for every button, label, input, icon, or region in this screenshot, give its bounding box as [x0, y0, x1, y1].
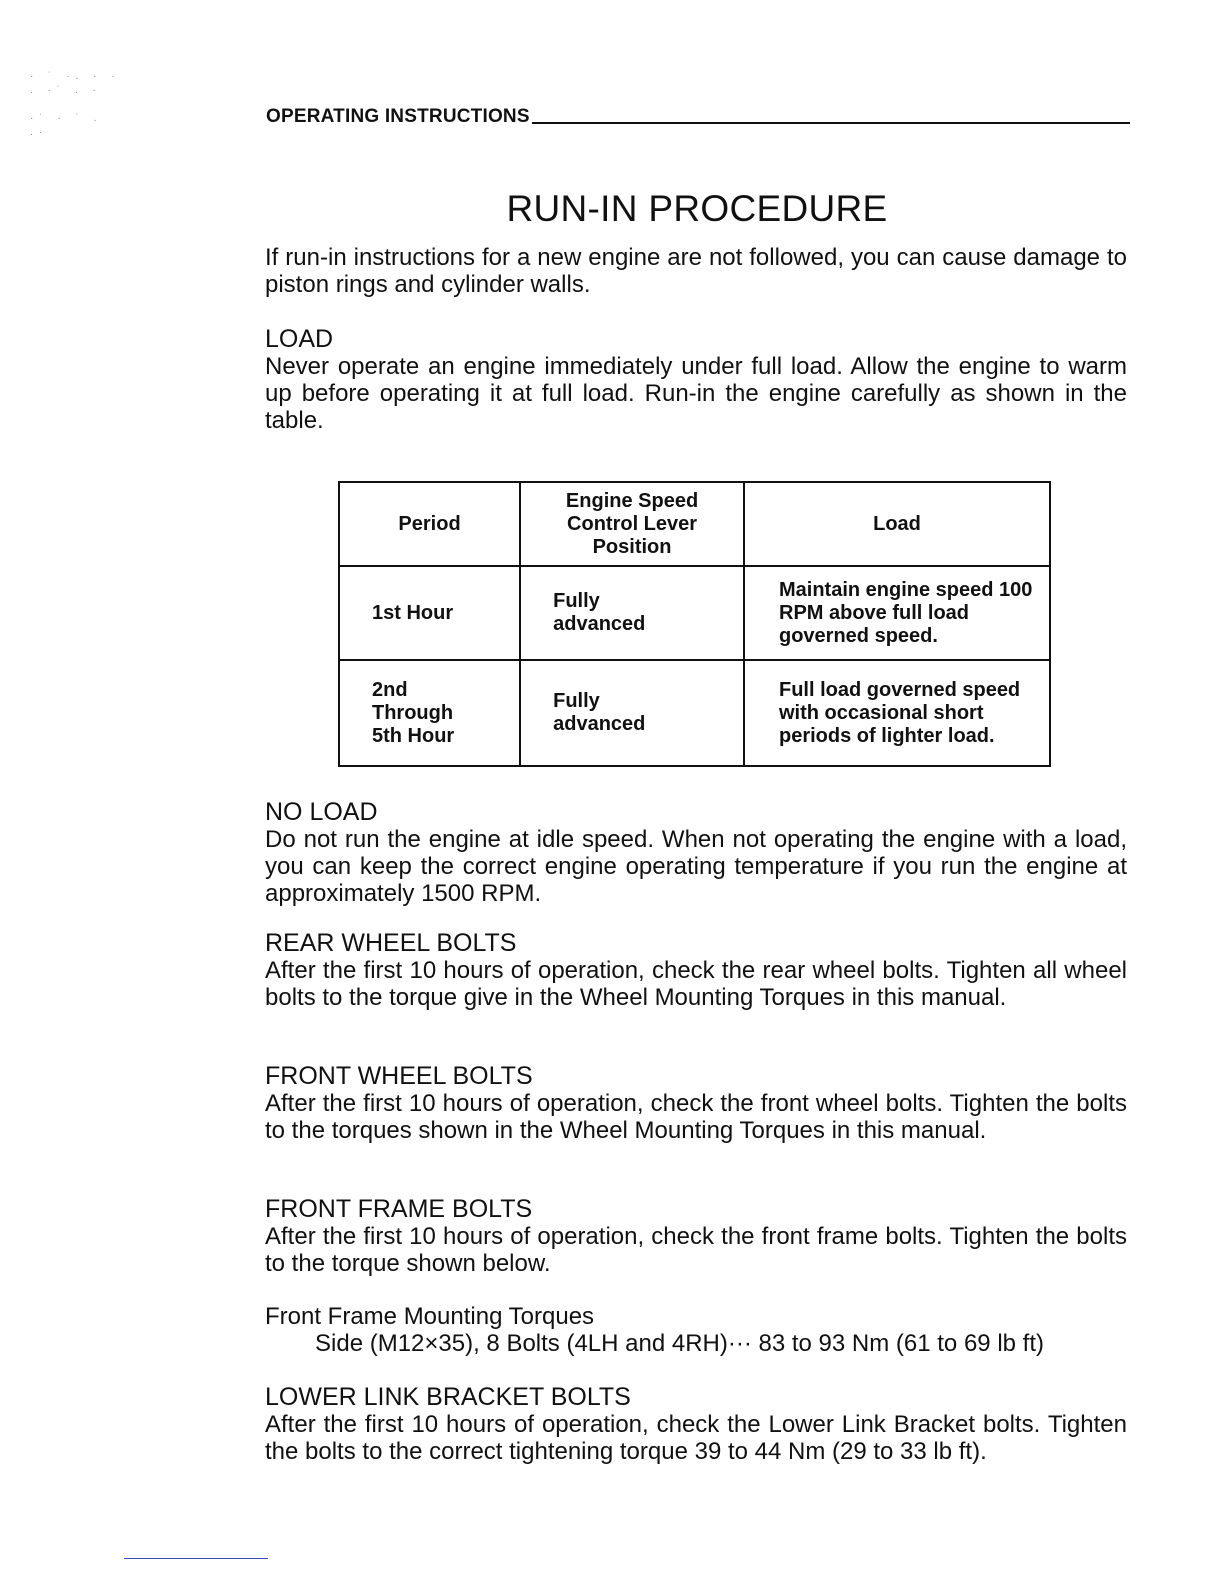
no-load-section [265, 799, 1127, 907]
rear-wheel-body: After the first 10 hours of operation, check the rear wheel bolts. Tighten all wheel bolts to the torque give in the Wheel Mounting Torques in this manual. [265, 957, 1127, 1011]
load-section [265, 326, 1127, 434]
lower-link-body: After the first 10 hours of operation, check the Lower Link Bracket bolts. Tighten the bolts to the correct tightening torque 39 to 44 Nm (29 to 33 lb ft). [265, 1411, 1127, 1465]
runin-table [338, 481, 1051, 767]
load-cell: Maintain engine speed 100 RPM above full load governed speed. [744, 566, 1050, 660]
intro-paragraph [265, 244, 1127, 298]
page-title [0, 188, 1224, 230]
period-cell: 2nd Through 5th Hour [339, 660, 520, 766]
period-cell: 1st Hour [339, 566, 520, 660]
section-label: OPERATING INSTRUCTIONS [266, 106, 530, 127]
front-frame-torques-heading: Front Frame Mounting Torques [265, 1303, 595, 1330]
load-heading: LOAD [265, 325, 334, 353]
lower-link-section [265, 1384, 1127, 1465]
intro-text: If run-in instructions for a new engine are not followed, you can cause damage to piston rings and cylinder walls. [265, 244, 1127, 298]
page-title-text: RUN-IN PROCEDURE [506, 188, 888, 229]
table-row [339, 660, 1050, 766]
rear-wheel-heading: REAR WHEEL BOLTS [265, 929, 517, 957]
front-frame-heading: FRONT FRAME BOLTS [265, 1195, 533, 1223]
header-rule [532, 122, 1130, 124]
position-cell: Fully advanced [520, 566, 744, 660]
no-load-body: Do not run the engine at idle speed. When not operating the engine with a load, you can keep the correct engine operating temperature if you run the engine at approximately 1500 RPM. [265, 826, 1127, 907]
column-header-load: Load [744, 482, 1050, 566]
no-load-heading: NO LOAD [265, 798, 378, 826]
front-frame-section [265, 1196, 1127, 1277]
column-header-position: Engine Speed Control Lever Position [520, 482, 744, 566]
scan-noise: · ˙ ·. · · . ·˙ . · ·˙ · ˙ . .· [30, 71, 121, 138]
load-body: Never operate an engine immediately under full load. Allow the engine to warm up before operating it at full load. Run-in the engine carefully as shown in the table. [265, 353, 1127, 434]
position-cell: Fully advanced [520, 660, 744, 766]
table-row [339, 566, 1050, 660]
rear-wheel-section [265, 930, 1127, 1011]
table-header-row [339, 482, 1050, 566]
load-cell: Full load governed speed with occasional short periods of lighter load. [744, 660, 1050, 766]
front-frame-body: After the first 10 hours of operation, check the front frame bolts. Tighten the bolts to the torque shown below. [265, 1223, 1127, 1277]
front-wheel-heading: FRONT WHEEL BOLTS [265, 1062, 533, 1090]
column-header-period: Period [339, 482, 520, 566]
front-wheel-section [265, 1063, 1127, 1144]
front-wheel-body: After the first 10 hours of operation, check the front wheel bolts. Tighten the bolts to the torques shown in the Wheel Mounting Torques in this manual. [265, 1090, 1127, 1144]
lower-link-heading: LOWER LINK BRACKET BOLTS [265, 1383, 631, 1411]
page-header [266, 106, 1130, 128]
footer-rule [124, 1558, 268, 1559]
front-frame-torques [265, 1303, 1127, 1357]
front-frame-torques-line: Side (M12×35), 8 Bolts (4LH and 4RH)··· 83 to 93 Nm (61 to 69 lb ft) [315, 1330, 1044, 1357]
